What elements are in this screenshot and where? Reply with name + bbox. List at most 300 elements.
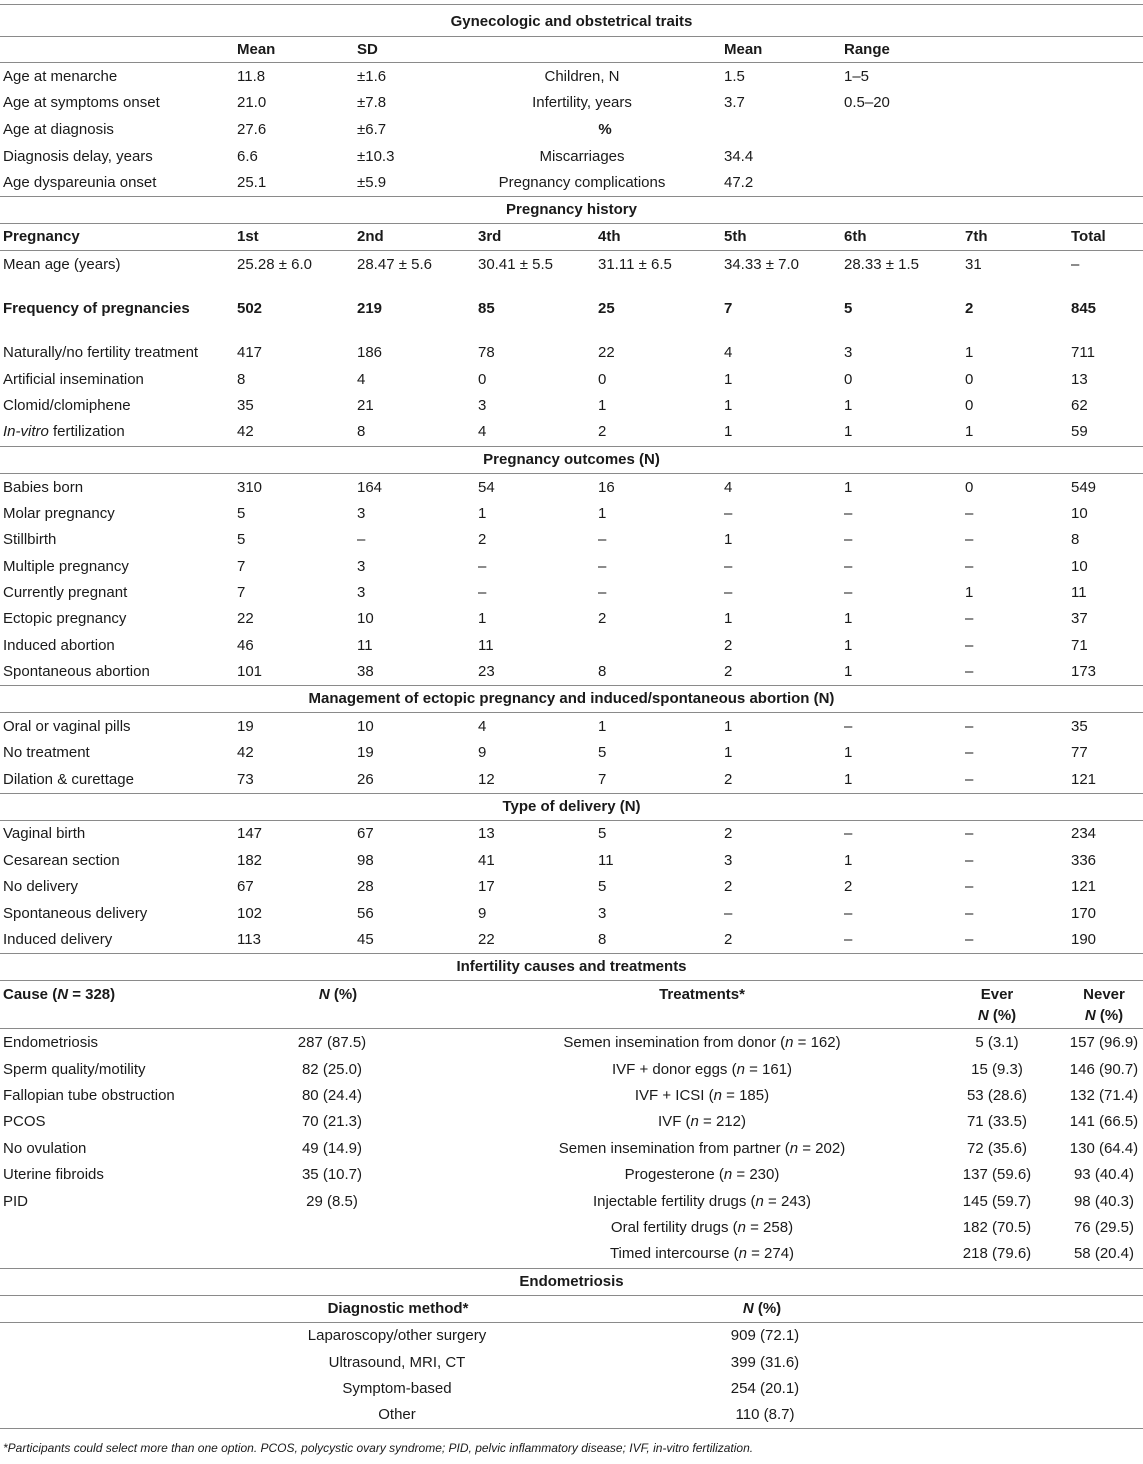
gyn-row-label: Age at symptoms onset [3, 94, 160, 111]
mean-age-cell: 28.33 ± 1.5 [844, 256, 919, 273]
outcome-cell: 54 [478, 479, 495, 496]
treatment-label-part: n [737, 1219, 746, 1236]
gyn-row-mean2: 3.7 [724, 94, 745, 111]
delivery-cell: 182 [237, 852, 263, 869]
treatment-ever: 15 (9.3) [971, 1061, 1023, 1078]
gyn-row-range: 0.5–20 [844, 94, 890, 111]
rule-line [0, 223, 1143, 224]
rule-line [0, 196, 1143, 197]
ivf-row-cell: 42 [237, 423, 254, 440]
delivery-cell: – [844, 905, 853, 922]
outcome-cell: – [598, 531, 607, 548]
treatment-ever: 5 (3.1) [975, 1034, 1019, 1051]
outcome-cell: 71 [1071, 637, 1088, 654]
outcome-cell: 10 [1071, 505, 1088, 522]
delivery-cell: 2 [844, 878, 853, 895]
cause-value: 82 (25.0) [301, 1061, 363, 1078]
header-mean: Mean [237, 41, 276, 58]
outcome-cell: – [965, 637, 974, 654]
treatment-label-part: = 185) [721, 1087, 770, 1104]
management-cell: – [965, 718, 974, 735]
delivery-cell: 5 [598, 825, 607, 842]
delivery-cell: – [965, 825, 974, 842]
outcome-cell: 37 [1071, 610, 1088, 627]
management-cell: 73 [237, 771, 254, 788]
rule-line [0, 980, 1143, 981]
preg-row-cell: Clomid/clomiphene [3, 397, 131, 414]
rule-line [0, 1268, 1143, 1269]
method-label: Ultrasound, MRI, CT [328, 1354, 466, 1371]
ivf-row-cell: 1 [724, 423, 733, 440]
frequency-cell: 85 [478, 300, 495, 317]
delivery-cell: 336 [1071, 852, 1097, 869]
gyn-row-label: Diagnosis delay, years [3, 148, 153, 165]
management-cell: – [965, 771, 974, 788]
cause-label: PID [3, 1193, 29, 1210]
delivery-cell: 67 [237, 878, 254, 895]
treatment-label-part: n [738, 1245, 747, 1262]
section-title-pregnancy: Pregnancy history [506, 201, 637, 218]
header-range: Range [844, 41, 890, 58]
cause-label: No ovulation [3, 1140, 87, 1157]
management-cell: Oral or vaginal pills [3, 718, 131, 735]
gyn-row-mean: 21.0 [237, 94, 267, 111]
outcome-cell: 8 [598, 663, 607, 680]
outcome-cell: 10 [357, 610, 374, 627]
preg-header-cell: 2nd [357, 228, 384, 245]
delivery-cell: 121 [1071, 878, 1097, 895]
outcome-cell: – [598, 584, 607, 601]
treatment-never: 146 (90.7) [1069, 1061, 1139, 1078]
management-cell: 42 [237, 744, 254, 761]
method-value: 909 (72.1) [730, 1327, 800, 1344]
method-value: 110 (8.7) [735, 1406, 795, 1423]
outcome-cell: – [844, 558, 853, 575]
header-endo-n-part: (%) [753, 1300, 782, 1317]
cause-label: Uterine fibroids [3, 1166, 104, 1183]
management-cell: – [965, 744, 974, 761]
delivery-cell: 2 [724, 825, 733, 842]
gyn-row-sd: ±7.8 [357, 94, 387, 111]
treatment-ever: 218 (79.6) [962, 1245, 1032, 1262]
treatment-label-part: n [713, 1087, 722, 1104]
cause-label: Sperm quality/motility [3, 1061, 146, 1078]
management-cell: 2 [724, 771, 733, 788]
preg-row-cell: 1 [598, 397, 607, 414]
treatment-label-part: n [755, 1193, 764, 1210]
header-never-n-part: (%) [1095, 1007, 1124, 1024]
frequency-cell: 845 [1071, 300, 1097, 317]
delivery-cell: 147 [237, 825, 263, 842]
preg-header-cell: Pregnancy [3, 228, 80, 245]
treatment-label-part: Oral fertility drugs ( [610, 1219, 738, 1236]
top-rule [0, 4, 1143, 5]
outcome-cell: 23 [478, 663, 495, 680]
outcome-cell: 5 [237, 505, 246, 522]
method-label: Symptom-based [342, 1380, 452, 1397]
outcome-cell: Induced abortion [3, 637, 115, 654]
preg-row-cell: 1 [844, 397, 853, 414]
preg-header-cell: 5th [724, 228, 747, 245]
preg-row-cell: 0 [598, 371, 607, 388]
delivery-cell: Induced delivery [3, 931, 113, 948]
treatment-ever: 72 (35.6) [966, 1140, 1028, 1157]
gyn-row-mean2: 47.2 [724, 174, 754, 191]
gyn-row-mean2: 34.4 [724, 148, 754, 165]
treatment-label-part: = 161) [744, 1061, 793, 1078]
gyn-row-mean: 27.6 [237, 121, 267, 138]
treatment-label-part: n [723, 1166, 733, 1183]
preg-row-cell: 3 [478, 397, 487, 414]
outcome-cell: – [965, 505, 974, 522]
treatment-label-part: = 202) [798, 1140, 846, 1157]
gyn-row-label: Age dyspareunia onset [3, 174, 157, 191]
section-title-outcomes: Pregnancy outcomes (N) [483, 451, 660, 468]
delivery-cell: 234 [1071, 825, 1097, 842]
gyn-row-sd: ±10.3 [357, 148, 395, 165]
outcome-cell: 5 [237, 531, 246, 548]
delivery-cell: 3 [598, 905, 607, 922]
mean-age-cell: 31.11 ± 6.5 [598, 256, 672, 273]
management-cell: 19 [357, 744, 374, 761]
frequency-cell: 7 [724, 300, 733, 317]
outcome-cell: 2 [724, 663, 733, 680]
preg-header-cell: Total [1071, 228, 1106, 245]
outcome-cell: 1 [478, 505, 487, 522]
mean-age-cell: 30.41 ± 5.5 [478, 256, 553, 273]
outcome-cell: 1 [844, 637, 853, 654]
management-cell: 1 [724, 744, 733, 761]
treatment-ever: 71 (33.5) [966, 1113, 1028, 1130]
management-cell: 1 [844, 744, 853, 761]
gyn-row-label2: Infertility, years [532, 94, 632, 111]
management-cell: 121 [1071, 771, 1097, 788]
outcome-cell: 1 [724, 531, 733, 548]
method-value: 254 (20.1) [730, 1380, 800, 1397]
delivery-cell: 102 [237, 905, 263, 922]
frequency-cell: 2 [965, 300, 974, 317]
delivery-cell: 8 [598, 931, 607, 948]
header-sd: SD [357, 41, 378, 58]
delivery-cell: 3 [724, 852, 733, 869]
outcome-cell: 16 [598, 479, 615, 496]
section-title-infertility: Infertility causes and treatments [456, 958, 687, 975]
outcome-cell: 1 [844, 610, 853, 627]
delivery-cell: 11 [598, 852, 614, 869]
treatment-label-part: n [690, 1113, 699, 1130]
treatment-label-part: Progesterone ( [624, 1166, 724, 1183]
section-title-endometriosis: Endometriosis [519, 1273, 624, 1290]
outcome-cell: 7 [237, 584, 246, 601]
delivery-cell: No delivery [3, 878, 79, 895]
header-ever-n-part: (%) [988, 1007, 1017, 1024]
header-n-percent-part: (%) [329, 986, 358, 1003]
delivery-cell: Vaginal birth [3, 825, 86, 842]
outcome-cell: 164 [357, 479, 383, 496]
outcome-cell: – [598, 558, 607, 575]
treatment-never: 132 (71.4) [1069, 1087, 1139, 1104]
gyn-row-label2: Children, N [544, 68, 620, 85]
gyn-row-mean2: 1.5 [724, 68, 745, 85]
rule-line [0, 62, 1143, 63]
management-cell: 26 [357, 771, 374, 788]
ivf-row-cell: 2 [598, 423, 607, 440]
preg-row-cell: 1 [724, 397, 733, 414]
outcome-cell: 1 [844, 479, 853, 496]
delivery-cell: 56 [357, 905, 374, 922]
ivf-row-label [3, 424, 125, 439]
outcome-cell: 11 [357, 637, 373, 654]
gyn-row-mean: 25.1 [237, 174, 267, 191]
method-label: Laparoscopy/other surgery [307, 1327, 487, 1344]
rule-line [0, 36, 1143, 37]
management-cell: 19 [237, 718, 254, 735]
header-never: Never [1083, 986, 1125, 1003]
treatment-never: 157 (96.9) [1069, 1034, 1139, 1051]
management-cell: 1 [844, 771, 853, 788]
outcome-cell: – [844, 531, 853, 548]
delivery-cell: – [965, 852, 974, 869]
ivf-row-cell: 1 [965, 423, 974, 440]
preg-row-cell: 21 [357, 397, 374, 414]
treatment-label-part: n [789, 1140, 799, 1157]
preg-row-cell: 1 [724, 371, 733, 388]
treatment-ever: 182 (70.5) [962, 1219, 1032, 1236]
section-title-gyn: Gynecologic and obstetrical traits [450, 13, 693, 30]
outcome-cell: 2 [598, 610, 607, 627]
preg-row-cell: 62 [1071, 397, 1088, 414]
management-cell: 77 [1071, 744, 1088, 761]
outcome-cell: 549 [1071, 479, 1097, 496]
gyn-row-label: Age at diagnosis [3, 121, 114, 138]
rule-line [0, 820, 1143, 821]
gyn-row-mean: 11.8 [237, 68, 266, 85]
treatment-ever: 137 (59.6) [962, 1166, 1032, 1183]
ivf-row-cell: 59 [1071, 423, 1088, 440]
cause-label: Fallopian tube obstruction [3, 1087, 175, 1104]
treatment-label-part: = 258) [745, 1219, 794, 1236]
outcome-cell: Stillbirth [3, 531, 57, 548]
treatment-label-part: Semen insemination from partner ( [558, 1140, 790, 1157]
delivery-cell: 67 [357, 825, 374, 842]
preg-row-cell: 3 [844, 344, 853, 361]
outcome-cell: Multiple pregnancy [3, 558, 129, 575]
outcome-cell: 310 [237, 479, 263, 496]
delivery-cell: 190 [1071, 931, 1097, 948]
outcome-cell: – [965, 558, 974, 575]
outcome-cell: – [844, 505, 853, 522]
treatment-label-part: IVF ( [658, 1113, 691, 1130]
outcome-cell: – [965, 610, 974, 627]
outcome-cell: – [965, 531, 974, 548]
delivery-cell: – [965, 931, 974, 948]
rule-line [0, 685, 1143, 686]
outcome-cell: 1 [844, 663, 853, 680]
cause-value: 80 (24.4) [301, 1087, 363, 1104]
preg-row-cell: 35 [237, 397, 254, 414]
management-cell: 1 [598, 718, 607, 735]
treatment-label-part: Timed intercourse ( [609, 1245, 739, 1262]
ivf-row-cell: 1 [844, 423, 853, 440]
treatment-label-part: IVF + donor eggs ( [611, 1061, 737, 1078]
treatment-label-part: n [785, 1034, 794, 1051]
management-cell: 10 [357, 718, 374, 735]
outcome-cell: 11 [478, 637, 494, 654]
treatment-never: 93 (40.4) [1073, 1166, 1135, 1183]
outcome-cell: 2 [724, 637, 733, 654]
management-cell: 35 [1071, 718, 1088, 735]
outcome-cell: Spontaneous abortion [3, 663, 150, 680]
outcome-cell: 0 [965, 479, 974, 496]
outcome-cell: 46 [237, 637, 254, 654]
treatment-never: 98 (40.3) [1073, 1193, 1135, 1210]
header-treatments: Treatments* [659, 986, 745, 1003]
delivery-cell: 17 [478, 878, 495, 895]
frequency-cell: 25 [598, 300, 615, 317]
header-endo-n [512, 1301, 1012, 1316]
header-ever-n-part: N [977, 1007, 989, 1024]
preg-row-cell: 22 [598, 344, 615, 361]
preg-row-cell: Naturally/no fertility treatment [3, 344, 199, 361]
management-cell: 4 [478, 718, 487, 735]
rule-line [0, 250, 1143, 251]
delivery-cell: 170 [1071, 905, 1097, 922]
preg-row-cell: Artificial insemination [3, 371, 144, 388]
rule-line [0, 473, 1143, 474]
outcome-cell: 3 [357, 584, 366, 601]
bottom-rule [0, 1428, 1143, 1429]
preg-header-cell: 1st [237, 228, 259, 245]
delivery-cell: 41 [478, 852, 495, 869]
outcome-cell: – [724, 505, 733, 522]
rule-line [0, 793, 1143, 794]
outcome-cell: – [724, 584, 733, 601]
preg-row-cell: 78 [478, 344, 495, 361]
preg-header-cell: 6th [844, 228, 867, 245]
outcome-cell: – [965, 663, 974, 680]
outcome-cell: 1 [965, 584, 974, 601]
gyn-percent-label: % [598, 121, 612, 138]
delivery-cell: 22 [478, 931, 495, 948]
outcome-cell: 1 [598, 505, 607, 522]
outcome-cell: 11 [1071, 584, 1087, 601]
delivery-cell: 28 [357, 878, 374, 895]
treatment-never: 130 (64.4) [1069, 1140, 1139, 1157]
header-n-percent-part: N [318, 986, 330, 1003]
cause-value: 70 (21.3) [301, 1113, 363, 1130]
preg-row-cell: 186 [357, 344, 383, 361]
gyn-row-label2: Pregnancy complications [498, 174, 666, 191]
mean-age-cell: 31 [965, 256, 982, 273]
outcome-cell: 4 [724, 479, 733, 496]
frequency-cell: 5 [844, 300, 853, 317]
delivery-cell: 2 [724, 931, 733, 948]
preg-row-cell: 1 [965, 344, 974, 361]
delivery-cell: 98 [357, 852, 374, 869]
preg-row-cell: 0 [965, 371, 974, 388]
preg-row-cell: 13 [1071, 371, 1088, 388]
preg-row-cell: 8 [237, 371, 246, 388]
delivery-cell: – [844, 825, 853, 842]
outcome-cell: 1 [478, 610, 487, 627]
outcome-cell: 3 [357, 505, 366, 522]
rule-line [0, 1028, 1143, 1029]
management-cell: 1 [724, 718, 733, 735]
treatment-label-part: = 243) [763, 1193, 812, 1210]
preg-row-cell: 0 [478, 371, 487, 388]
ivf-row-label-part: In-vitro [3, 423, 49, 440]
header-mean-2: Mean [724, 41, 763, 58]
treatment-never: 141 (66.5) [1069, 1113, 1139, 1130]
treatment-label-part: n [736, 1061, 745, 1078]
treatment-label-part: = 230) [732, 1166, 780, 1183]
outcome-cell: Currently pregnant [3, 584, 128, 601]
gyn-row-sd: ±1.6 [357, 68, 387, 85]
outcome-cell: 7 [237, 558, 246, 575]
cause-label: PCOS [3, 1113, 46, 1130]
gyn-row-range: 1–5 [844, 68, 870, 85]
outcome-cell: – [844, 584, 853, 601]
delivery-cell: 9 [478, 905, 487, 922]
delivery-cell: – [844, 931, 853, 948]
treatment-never: 58 (20.4) [1073, 1245, 1135, 1262]
delivery-cell: Spontaneous delivery [3, 905, 148, 922]
treatment-label-part: IVF + ICSI ( [634, 1087, 714, 1104]
outcome-cell: Ectopic pregnancy [3, 610, 127, 627]
outcome-cell: – [478, 558, 487, 575]
management-cell: No treatment [3, 744, 90, 761]
method-value: 399 (31.6) [730, 1354, 800, 1371]
preg-header-cell: 7th [965, 228, 988, 245]
preg-row-cell: 0 [965, 397, 974, 414]
cause-value: 35 (10.7) [301, 1166, 363, 1183]
delivery-cell: Cesarean section [3, 852, 120, 869]
management-cell: 5 [598, 744, 607, 761]
header-cause-part: Cause ( [3, 986, 58, 1003]
header-never-n [854, 1008, 1143, 1023]
header-cause-part: N [57, 986, 69, 1003]
treatment-label-part: = 162) [793, 1034, 841, 1051]
section-title-management: Management of ectopic pregnancy and induced/spontaneous abortion (N) [308, 690, 835, 707]
mean-age-cell: – [1071, 256, 1080, 273]
treatment-ever: 145 (59.7) [962, 1193, 1032, 1210]
delivery-cell: 113 [237, 931, 261, 948]
header-endo-n-part: N [742, 1300, 754, 1317]
outcome-cell: 22 [237, 610, 254, 627]
outcome-cell: 101 [237, 663, 263, 680]
preg-row-cell: 711 [1071, 344, 1095, 361]
cause-value: 49 (14.9) [301, 1140, 363, 1157]
preg-header-cell: 3rd [478, 228, 502, 245]
frequency-cell: Frequency of pregnancies [3, 300, 190, 317]
outcome-cell: Babies born [3, 479, 84, 496]
header-ever: Ever [980, 986, 1014, 1003]
preg-row-cell: 4 [724, 344, 733, 361]
gyn-row-label: Age at menarche [3, 68, 118, 85]
outcome-cell: 3 [357, 558, 366, 575]
outcome-cell: Molar pregnancy [3, 505, 115, 522]
delivery-cell: 2 [724, 878, 733, 895]
cause-value: 287 (87.5) [297, 1034, 367, 1051]
treatment-never: 76 (29.5) [1073, 1219, 1135, 1236]
gyn-row-mean: 6.6 [237, 148, 258, 165]
rule-line [0, 1295, 1143, 1296]
gyn-row-sd: ±6.7 [357, 121, 387, 138]
management-cell: 12 [478, 771, 495, 788]
management-cell: – [844, 718, 853, 735]
outcome-cell: – [478, 584, 487, 601]
cause-label: Endometriosis [3, 1034, 99, 1051]
